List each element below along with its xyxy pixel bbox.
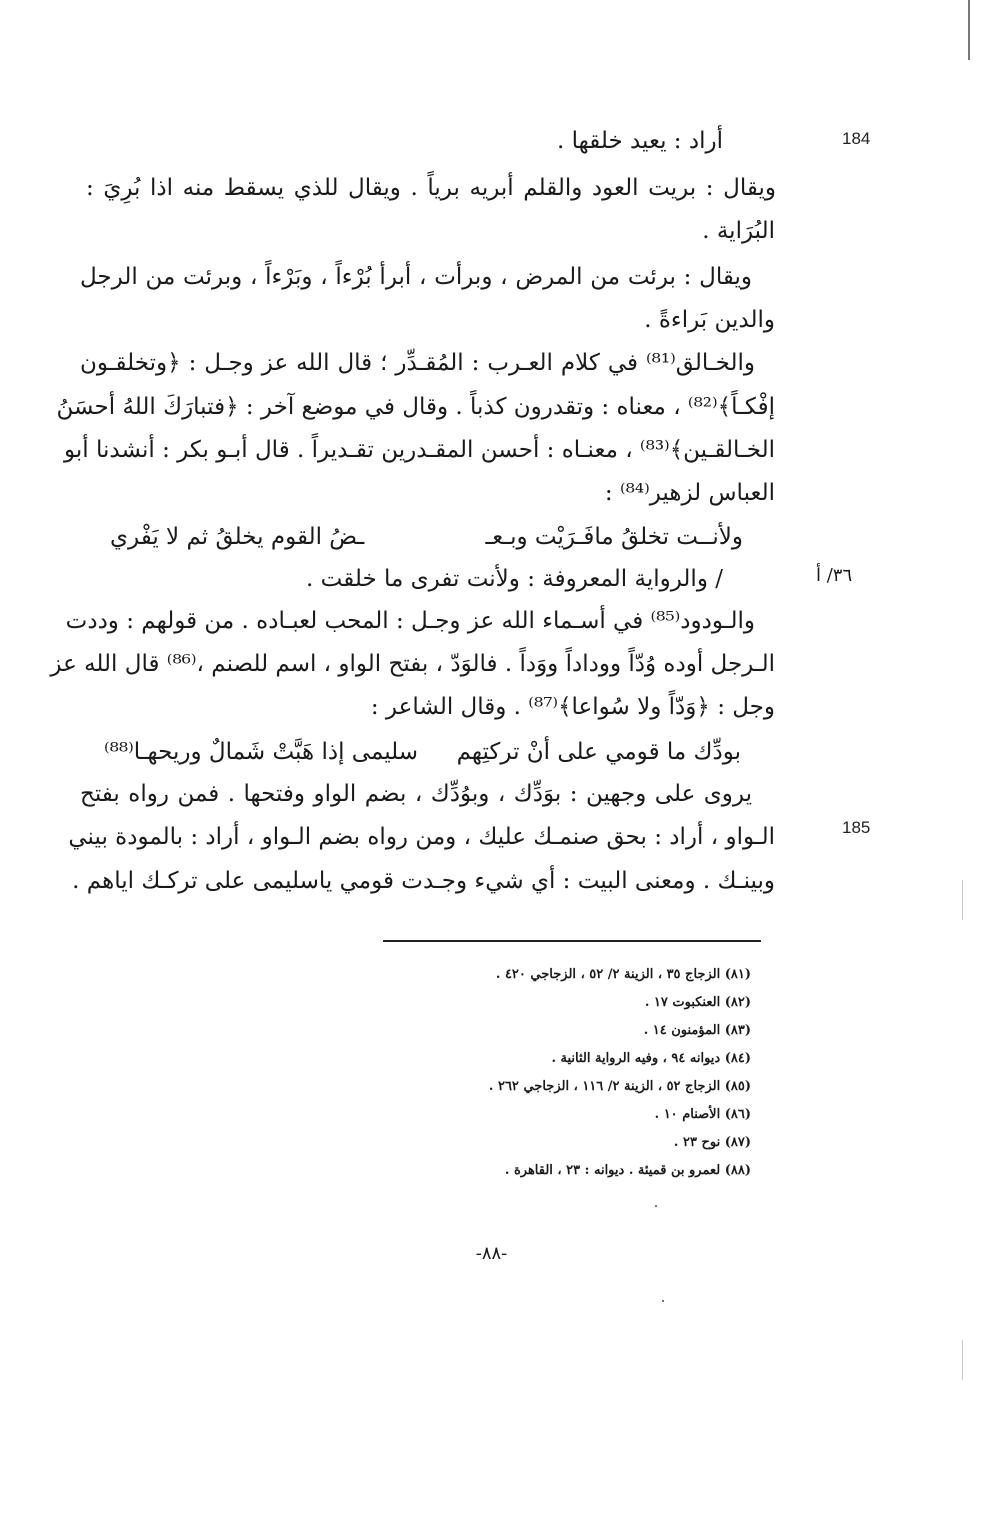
body-line-10: والـودود⁽⁸⁵⁾ في أسـماء الله عز وجـل : المحب لعبـاده . من قولهم : وددت <box>65 608 755 634</box>
manuscript-folio-marker: ٣٦/ أ <box>816 565 853 586</box>
footnote-87: (٨٧) نوح ٢٣ . <box>673 1135 751 1150</box>
body-line-15: وبينـك . ومعنى البيت : أي شيء وجـدت قومي ياسليمى على تركـك اياهم . <box>72 868 775 894</box>
scan-speck <box>655 1205 657 1207</box>
body-line-13: يروى على وجهين : بوَدِّك ، وبوُدِّك ، بضم الواو وفتحها . فمن رواه بفتح <box>80 781 752 807</box>
body-line-14: الـواو ، أراد : بحق صنمـك عليك ، ومن رواه بضم الـواو ، أراد : بالمودة بيني <box>68 824 775 850</box>
body-line-9: العباس لزهير⁽⁸⁴⁾ : <box>604 480 775 506</box>
scan-edge-mark <box>962 1340 963 1380</box>
footnote-88: (٨٨) لعمرو بن قميئة . ديوانه : ٢٣ ، القاهرة . <box>504 1163 751 1178</box>
scan-edge-mark <box>968 0 970 60</box>
footnote-81: (٨١) الزجاج ٣٥ ، الزينة ٢/ ٥٢ ، الزجاجي ٤٢٠ . <box>495 967 751 982</box>
variant-reading-line: / والرواية المعروفة : ولأنت تفرى ما خلقت . <box>306 566 723 592</box>
body-line-3: البُرَاية . <box>702 218 775 244</box>
body-line-8: الخـالقـين﴾⁽⁸³⁾ ، معنـاه : أحسن المقـدرين تقـديراً . قال أبـو بكر : أنشدنا أبو <box>64 437 775 463</box>
footnote-84: (٨٤) ديوانه ٩٤ ، وفيه الرواية الثانية . <box>551 1051 751 1066</box>
verse-2-first-hemistich: بودِّك ما قومي على أنْ تركتِهم <box>456 739 741 765</box>
body-line-11: الـرجل أوده وُدّاً ووداداً ووَداً . فالوَدّ ، بفتح الواو ، اسم للصنم ،⁽⁸⁶⁾ قال الله عز <box>50 651 775 677</box>
scan-edge-mark <box>962 880 963 920</box>
scan-speck <box>662 1300 664 1302</box>
margin-page-ref-184: 184 <box>842 129 871 148</box>
body-line-6: والخـالق⁽⁸¹⁾ في كلام العـرب : المُقـدِّر ؛ قال الله عز وجـل : ﴿وتخلقـون <box>80 350 755 376</box>
footnote-separator <box>383 940 761 942</box>
body-line-5: والدين بَراءةً . <box>644 307 775 333</box>
body-line-4: ويقال : برئت من المرض ، وبرأت ، أبرأ بُرْءاً ، وبَرْءاً ، وبرئت من الرجل <box>80 264 752 290</box>
page-number: -٨٨- <box>475 1243 508 1264</box>
verse-1-first-hemistich: ولأنــت تخلقُ مافَـرَيْت وبـعـ <box>485 524 743 550</box>
verse-1-second-hemistich: ـضُ القوم يخلقُ ثم لا يَفْري <box>110 524 365 550</box>
body-line-12: وجل : ﴿وَدّاً ولا سُواعا﴾⁽⁸⁷⁾ . وقال الشاعر : <box>370 694 775 720</box>
body-line-1: أراد : يعيد خلقها . <box>556 128 723 154</box>
footnote-86: (٨٦) الأصنام ١٠ . <box>654 1107 751 1122</box>
body-line-7: إفْكـاً﴾⁽⁸²⁾ ، معناه : وتقدرون كذباً . وقال في موضع آخر : ﴿فتبارَكَ اللهُ أحسَنُ <box>56 394 775 420</box>
footnote-85: (٨٥) الزجاج ٥٢ ، الزينة ٢/ ١١٦ ، الزجاجي ٢٦٢ . <box>488 1079 751 1094</box>
footnote-82: (٨٢) العنكبوت ١٧ . <box>644 995 751 1010</box>
footnote-83: (٨٣) المؤمنون ١٤ . <box>643 1023 751 1038</box>
margin-page-ref-185: 185 <box>842 818 871 837</box>
verse-2-second-hemistich: سليمى إذا هَبَّتْ شَمالٌ وريحهـا⁽⁸⁸⁾ <box>104 739 419 765</box>
body-line-2: ويقال : بريت العود والقلم أبريه برياً . ويقال للذي يسقط منه اذا بُرِيَ : <box>86 175 776 201</box>
